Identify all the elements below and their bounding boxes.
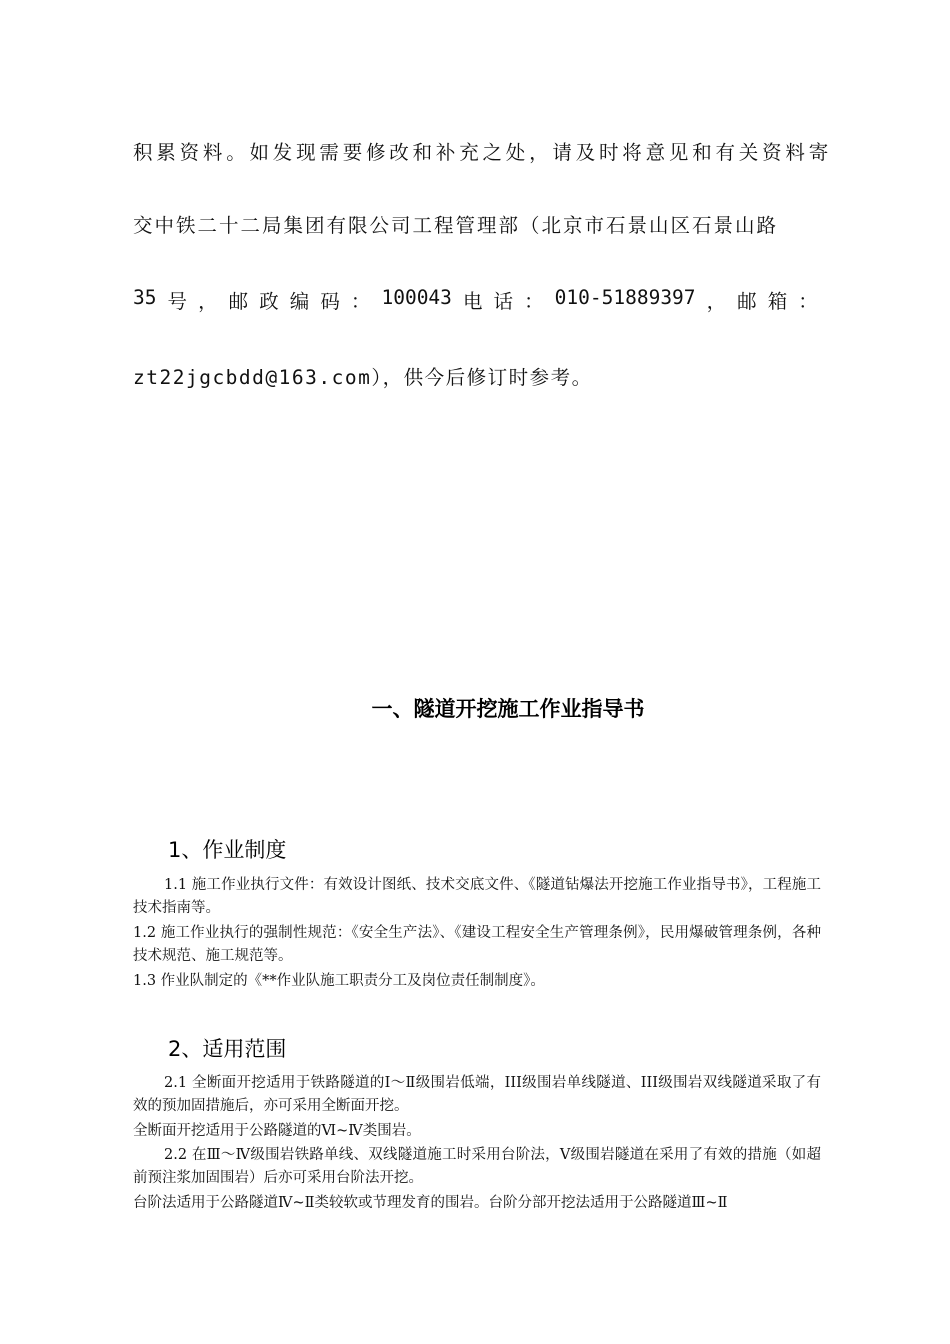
section-heading-1: 1、作业制度 bbox=[168, 838, 287, 862]
intro-line-2: 交中铁二十二局集团有限公司工程管理部（北京市石景山区石景山路 bbox=[133, 214, 779, 237]
intro-line-3-part: 邮 bbox=[228, 290, 249, 313]
intro-line-3-part: 箱 bbox=[767, 290, 788, 313]
intro-line-3-part: 话 bbox=[493, 290, 514, 313]
intro-line-3-part: 电 bbox=[462, 290, 483, 313]
paragraph-2-2: 2.2 在Ⅲ～Ⅳ级围岩铁路单线、双线隧道施工时采用台阶法，Ⅴ级围岩隧道在采用了有效的措施（如超前预注浆加固围岩）后亦可采用台阶法开挖。 bbox=[133, 1147, 821, 1186]
intro-line-3-part: 100043 bbox=[381, 286, 452, 309]
intro-line-3-part: 编 bbox=[289, 290, 310, 313]
paragraph-2-1-note: 全断面开挖适用于公路隧道的Ⅵ~Ⅳ类围岩。 bbox=[133, 1123, 421, 1139]
paragraph-1-3: 1.3 作业队制定的《**作业队施工职责分工及岗位责任制制度》。 bbox=[133, 973, 545, 989]
intro-line-3-part: ： bbox=[350, 290, 371, 313]
paragraph-2-1: 2.1 全断面开挖适用于铁路隧道的Ⅰ～Ⅱ级围岩低端，III级围岩单线隧道、III级围岩双线隧道采取了有效的预加固措施后，亦可采用全断面开挖。 bbox=[133, 1075, 821, 1114]
intro-line-3 bbox=[133, 286, 818, 314]
paragraph-2-2-note: 台阶法适用于公路隧道Ⅳ~Ⅱ类较软或节理发育的围岩。台阶分部开挖法适用于公路隧道Ⅲ~Ⅱ bbox=[133, 1195, 728, 1211]
intro-line-3-part: 010-51889397 bbox=[554, 286, 696, 309]
intro-line-3-part: 政 bbox=[259, 290, 279, 313]
intro-line-3-part: 号 bbox=[167, 290, 188, 313]
intro-line-3-part: ， bbox=[706, 290, 727, 313]
intro-line-3-part: ： bbox=[798, 290, 818, 313]
intro-line-1: 积累资料。如发现需要修改和补充之处，请及时将意见和有关资料寄 bbox=[133, 141, 833, 164]
intro-line-4: zt22jgcbdd@163.com），供今后修订时参考。 bbox=[133, 366, 593, 389]
intro-line-3-part: ： bbox=[524, 290, 544, 313]
intro-line-3-part: ， bbox=[198, 290, 218, 313]
intro-line-3-part: 码 bbox=[320, 290, 340, 313]
document-title: 一、隧道开挖施工作业指导书 bbox=[371, 697, 645, 721]
section-heading-2: 2、适用范围 bbox=[168, 1037, 287, 1061]
intro-line-3-part: 邮 bbox=[737, 290, 757, 313]
intro-line-3-part: 35 bbox=[133, 286, 157, 309]
paragraph-1-2: 1.2 施工作业执行的强制性规范：《安全生产法》、《建设工程安全生产管理条例》，民用爆破管理条例，各种技术规范、施工规范等。 bbox=[133, 925, 821, 964]
paragraph-1-1: 1.1 施工作业执行文件：有效设计图纸、技术交底文件、《隧道钻爆法开挖施工作业指导书》，工程施工技术指南等。 bbox=[133, 877, 821, 916]
